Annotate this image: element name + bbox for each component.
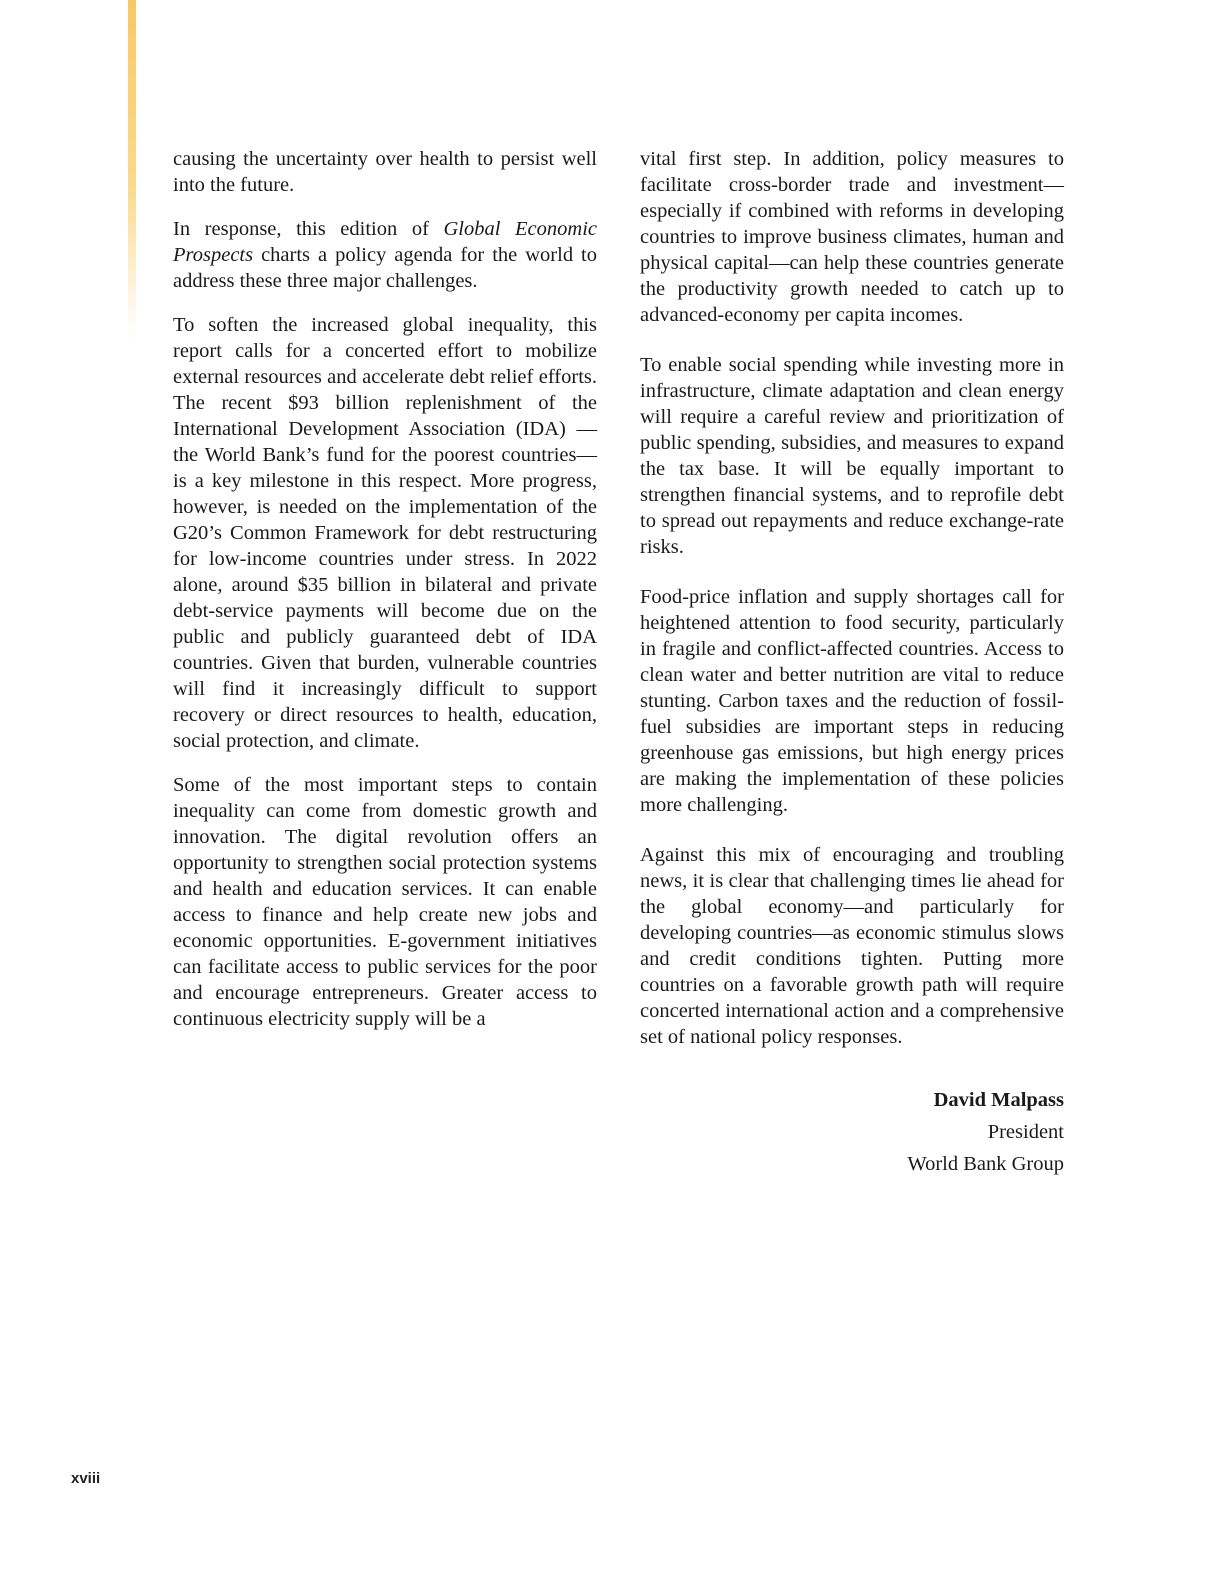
paragraph: To soften the increased global inequality, this report calls for a concerted effort to mobilize external resources and accelerate debt relief efforts. The recent $93 billion replenishment of the International Development Association (IDA) —the World Bank’s fund for the poorest countries—is a key milestone in this respect. More progress, however, is needed on the implementation of the G20’s Common Framework for debt restructuring for low-income countries under stress. In 2022 alone, around $35 billion in bilateral and private debt-service payments will become due on the public and publicly guaranteed debt of IDA countries. Given that burden, vulnerable countries will find it increasingly difficult to support recovery or direct resources to health, education, social protection, and climate. bbox=[173, 314, 597, 752]
page-number: xviii bbox=[71, 1470, 101, 1487]
paragraph: causing the uncertainty over health to persist well into the future. bbox=[173, 148, 597, 196]
paragraph: Against this mix of encouraging and troubling news, it is clear that challenging times lie ahead for the global economy—and particularly for developing countries—as economic stimulus slows and credit conditions tighten. Putting more countries on a favorable growth path will require concerted international action and a comprehensive set of national policy responses. bbox=[640, 844, 1064, 1048]
paragraph: To enable social spending while investing more in infrastructure, climate adaptation and clean energy will require a careful review and prioritization of public spending, subsidies, and measures to expand the tax base. It will be equally important to strengthen financial systems, and to reprofile debt to spread out repayments and reduce exchange-rate risks. bbox=[640, 354, 1064, 558]
paragraph: Some of the most important steps to contain inequality can come from domestic growth and innovation. The digital revolution offers an opportunity to strengthen social protection systems and health and education services. It can enable access to finance and help create new jobs and economic opportunities. E-government initiatives can facilitate access to public services for the poor and encourage entrepreneurs. Greater access to continuous electricity supply will be a bbox=[173, 774, 597, 1030]
left-text-column bbox=[173, 146, 597, 1050]
signatory-title: President bbox=[987, 1121, 1064, 1143]
decorative-accent-bar bbox=[128, 0, 136, 340]
signatory-name: David Malpass bbox=[933, 1089, 1064, 1111]
paragraph: vital first step. In addition, policy measures to facilitate cross-border trade and investment—especially if combined with reforms in developing countries to improve business climates, human and physical capital—can help these countries generate the productivity growth needed to catch up to advanced-economy per capita incomes. bbox=[640, 148, 1064, 326]
paragraph bbox=[173, 216, 597, 294]
signatory-organization: World Bank Group bbox=[907, 1153, 1064, 1175]
paragraph-text: In response, this edition of bbox=[173, 218, 444, 240]
report-title-italic: Global Economic Prospects bbox=[173, 218, 597, 266]
signature-block bbox=[907, 1084, 1064, 1180]
right-text-column bbox=[640, 146, 1064, 1074]
paragraph: Food-price inflation and supply shortages call for heightened attention to food security, particularly in fragile and conflict-affected countries. Access to clean water and better nutrition are vital to reduce stunting. Carbon taxes and the reduction of fossil-fuel subsidies are important steps in reducing greenhouse gas emissions, but high energy prices are making the implementation of these policies more challenging. bbox=[640, 586, 1064, 816]
paragraph-text: charts a policy agenda for the world to address these three major challenges. bbox=[173, 244, 597, 292]
